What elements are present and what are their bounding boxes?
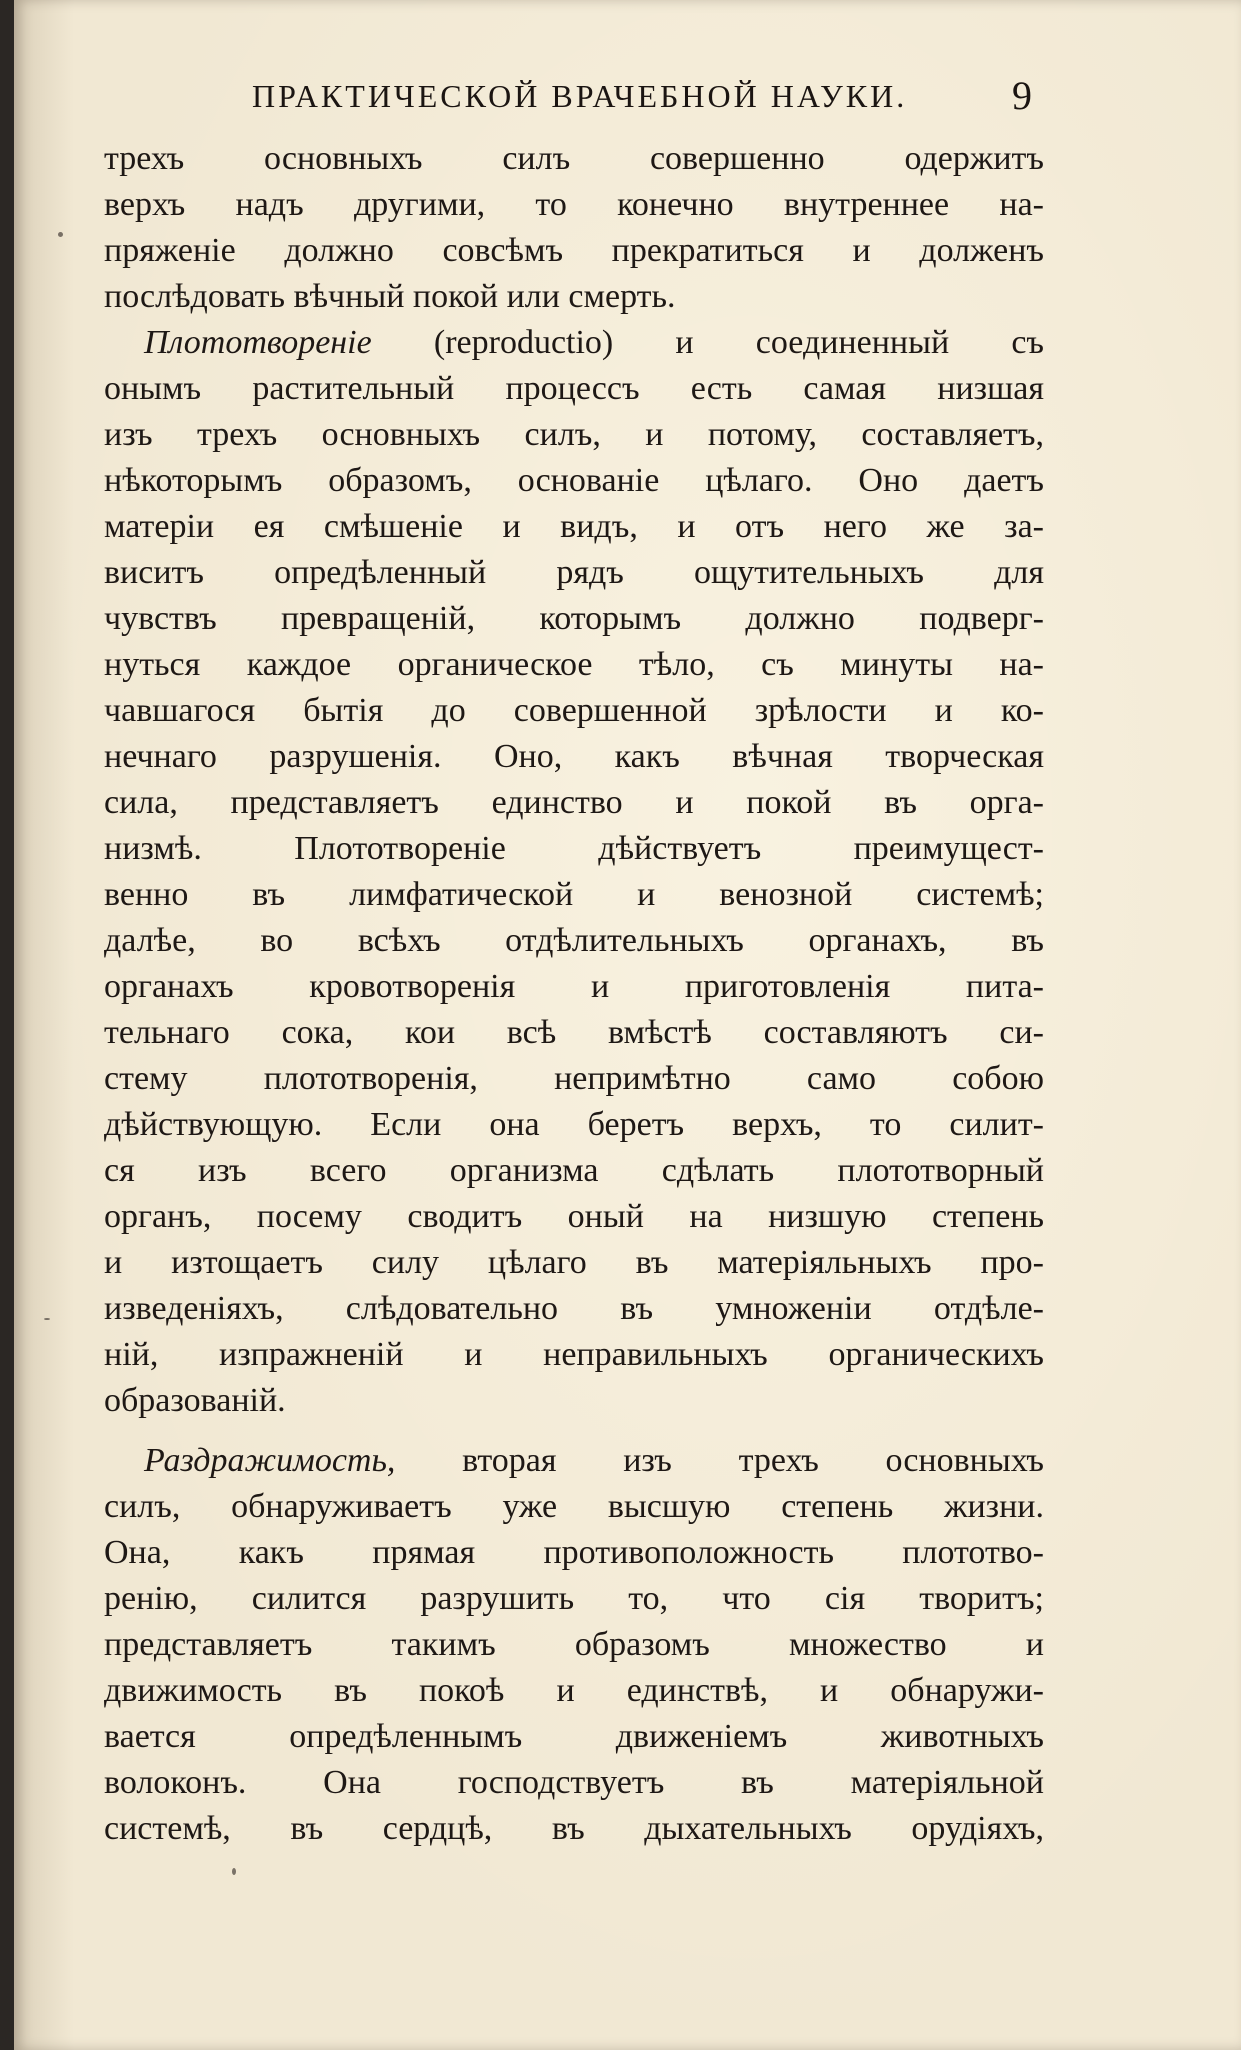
italic-term: Плототвореніе — [144, 324, 372, 361]
print-speck — [44, 1318, 50, 1320]
text-line: низмѣ. Плототвореніе дѣйствуетъ преимущест- — [104, 830, 1044, 867]
text-line: силъ, обнаруживаетъ уже высшую степень жизни. — [104, 1488, 1044, 1525]
text-line: тельнаго сока, кои всѣ вмѣстѣ составляютъ си- — [104, 1014, 1044, 1051]
print-speck — [232, 1868, 236, 1875]
text-line: сила, представляетъ единство и покой въ орга- — [104, 784, 1044, 821]
text-line: изъ трехъ основныхъ силъ, и потому, составляетъ, — [104, 416, 1044, 453]
text-line: вторая изъ трехъ основныхъ — [395, 1442, 1044, 1479]
text-line: органъ, посему сводитъ оный на низшую степень — [104, 1198, 1044, 1235]
text-line: послѣдовать вѣчный покой или смерть. — [104, 278, 676, 315]
text-line: Она, какъ прямая противоположность плототво- — [104, 1534, 1044, 1571]
text-line: движимость въ покоѣ и единствѣ, и обнаружи- — [104, 1672, 1044, 1709]
text-line: дѣйствующую. Если она беретъ верхъ, то силит- — [104, 1106, 1044, 1143]
text-line: ній, изпражненій и неправильныхъ органическихъ — [104, 1336, 1044, 1373]
text-line: системѣ, въ сердцѣ, въ дыхательныхъ орудіяхъ, — [104, 1810, 1044, 1847]
text-line: верхъ надъ другими, то конечно внутреннее на- — [104, 186, 1044, 223]
text-line: представляетъ такимъ образомъ множество и — [104, 1626, 1044, 1663]
text-line: трехъ основныхъ силъ совершенно одержитъ — [104, 140, 1044, 177]
text-line: матеріи ея смѣшеніе и видъ, и отъ него же за- — [104, 508, 1044, 545]
text-line: волоконъ. Она господствуетъ въ матеріяльной — [104, 1764, 1044, 1801]
text-line: пряженіе должно совсѣмъ прекратиться и долженъ — [104, 232, 1044, 269]
paragraph-gap — [104, 1424, 1044, 1438]
text-line: органахъ кровотворенія и приготовленія пита- — [104, 968, 1044, 1005]
text-line: (reproductio) и соединенный съ — [371, 324, 1044, 361]
text-line: изведеніяхъ, слѣдовательно въ умноженіи отдѣле- — [104, 1290, 1044, 1327]
text-line: онымъ растительный процессъ есть самая низшая — [104, 370, 1044, 407]
text-line: далѣе, во всѣхъ отдѣлительныхъ органахъ, въ — [104, 922, 1044, 959]
text-line: образованій. — [104, 1382, 286, 1419]
text-line: и изтощаетъ силу цѣлаго въ матеріяльныхъ про- — [104, 1244, 1044, 1281]
book-page — [14, 0, 1241, 2050]
paragraph-first-line — [104, 1438, 1044, 1484]
text-line: чавшагося бытія до совершенной зрѣлости и ко- — [104, 692, 1044, 729]
print-speck — [58, 232, 63, 237]
page-number: 9 — [1012, 73, 1032, 118]
text-line: вается опредѣленнымъ движеніемъ животныхъ — [104, 1718, 1044, 1755]
text-line: стему плототворенія, непримѣтно само собою — [104, 1060, 1044, 1097]
italic-term: Раздражимость, — [144, 1442, 396, 1479]
text-line: нѣкоторымъ образомъ, основаніе цѣлаго. Оно даетъ — [104, 462, 1044, 499]
text-line: ся изъ всего организма сдѣлать плототворный — [104, 1152, 1044, 1189]
running-title: ПРАКТИЧЕСКОЙ ВРАЧЕБНОЙ НАУКИ. — [252, 78, 908, 114]
text-line: венно въ лимфатической и венозной системѣ; — [104, 876, 1044, 913]
paragraph-first-line — [104, 320, 1044, 366]
text-line: ренію, силится разрушить то, что сія творитъ; — [104, 1580, 1044, 1617]
text-line: чувствъ превращеній, которымъ должно подверг- — [104, 600, 1044, 637]
body-text — [104, 136, 1044, 1852]
text-line: нуться каждое органическое тѣло, съ минуты на- — [104, 646, 1044, 683]
text-line: нечнаго разрушенія. Оно, какъ вѣчная творческая — [104, 738, 1044, 775]
text-line: виситъ опредѣленный рядъ ощутительныхъ для — [104, 554, 1044, 591]
